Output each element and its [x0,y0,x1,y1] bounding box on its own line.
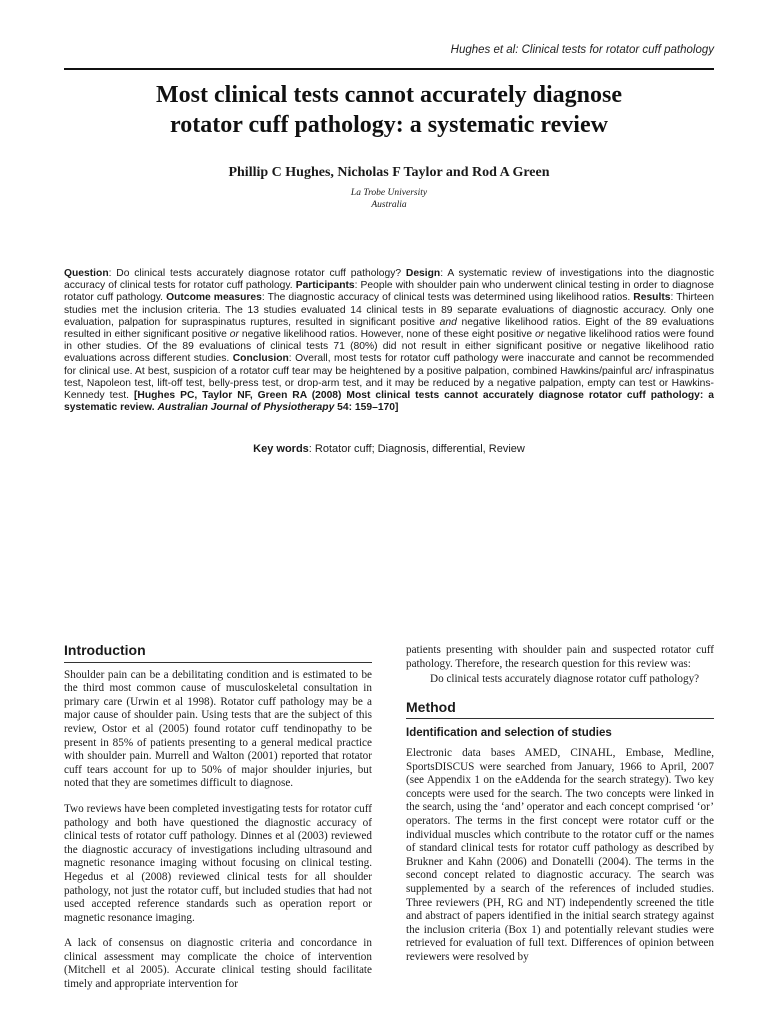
research-question: Do clinical tests accurately diagnose rotator cuff pathology? [430,673,700,686]
abstract-participants-label: Participants [295,280,355,292]
abstract-results-or-1: or [229,329,239,341]
abstract-design-label: Design [405,268,441,279]
intro-paragraph-2: Two reviews have been completed investigating tests for rotator cuff pathology and both have questioned the diagnostic accuracy of clinical tests of rotator cuff pathology. Dinnes et al (2003) reviewed the diagnostic accuracy of investigations including ultrasound and magnetic resonance imaging without focusing on clinical testing. Hegedus et al (2008) reviewed clinical tests for all shoulder pathology, not just the rotator cuff, but included studies that had not used accepted reference standards such as operation report or magnetic resonance imaging. [64,802,372,924]
intro-paragraph-1: Shoulder pain can be a debilitating condition and is estimated to be the third most common cause of musculoskeletal consultation in primary care (Urwin et al 1998). Rotator cuff pathology may be a major cause of shoulder pain. Using tests that are the subject of this review, Ostor et al (2005) found rotator cuff tendinopathy to be present in 85% of patients presenting to a general medical practice with shoulder pain. Murrell and Walton (2001) reported that rotator cuff tears account for up to 50% of major shoulder injuries, but noted that they are sometimes difficult to diagnose. [64,668,372,790]
title-line-2: rotator cuff pathology: a systematic review [170,112,608,138]
abstract-conclusion-label: Conclusion [232,353,289,365]
intro-paragraph-3: A lack of consensus on diagnostic criteria and concordance in clinical assessment may complicate the choice of intervention (Mitchell et al 2005). Accurate clinical testing should facilitate timely and appropriate intervention for [64,937,372,991]
keywords-label: Key words [253,443,309,455]
affiliation [64,187,714,211]
abstract-results-or-2: or [535,329,545,341]
abstract-results-and: and [439,316,457,328]
keywords [64,443,714,455]
method-paragraph: Electronic data bases AMED, CINAHL, Embase, Medline, SportsDISCUS were searched from January, 1966 to April, 2007 (see Appendix 1 on the eAddenda for the search strategy). Two key concepts were used for the search. The two concepts were linked in the search, using the ‘and’ operator and each concept comprised ‘or’ operators. The terms in the first concept were rotator cuff or the individual muscles which contribute to the rotator cuff or the names of standard clinical tests for rotator cuff pathology as described by Brukner and Kahn (2006) and Donatelli (2004). The terms in the second concept related to diagnostic accuracy. The search was supplemented by a search of the references of included studies. Three reviewers (PH, RG and NT) independently screened the title and abstract of papers identified in the initial search strategy against the inclusion criteria (Box 1) and potentially relevant studies were retrieved for evaluation of full text. Differences of opinion between reviewers were resolved by [406,746,714,963]
column-left [64,644,372,1004]
abstract-outcome-label: Outcome measures [166,292,262,304]
keywords-list: : Rotator cuff; Diagnosis, differential, Review [308,443,525,455]
title-line-1: Most clinical tests cannot accurately diagnose [156,82,622,108]
abstract-results-d: negative likelihood ratios were found in other studies. Of the 89 evaluations of clinical tests 71 (80%) did not result in either significant positive or negative likelihood ratio evaluations across different studies. [64,329,714,365]
citation-a: [Hughes PC, Taylor NF, Green RA (2008) Most clinical tests cannot accurately diagnose rotator cuff pathology: a systematic review. [64,390,714,414]
abstract-results-b: negative likelihood ratios. Eight of the 89 evaluations resulted in either significant positive [64,316,714,341]
abstract-results-a: : Thirteen studies met the inclusion criteria. The 13 studies evaluated 14 clinical tests in 89 separate evaluations of diagnostic accuracy. Only one evaluation, palpation for supraspinatus ruptures, resulted in significant positive [64,292,714,328]
abstract-results-label: Results [633,292,671,304]
column-right [406,644,714,976]
header-rule [64,68,714,70]
introduction-heading: Introduction [64,644,372,663]
affiliation-institution: La Trobe University [350,188,428,198]
running-head: Hughes et al: Clinical tests for rotator cuff pathology [450,44,714,56]
abstract-conclusion: : Overall, most tests for rotator cuff pathology were inaccurate and cannot be recommended for clinical use. At best, suspicion of a rotator cuff tear may be heightened by a positive palpation, combined Hawkins/painful arc/ infraspinatus test, Napoleon test, lift-off test, belly-press test, or drop-arm test, and it may be reduced by a negative palpation, empty can test or Hawkins-Kennedy test. [64,353,715,402]
method-heading: Method [406,701,714,720]
abstract [64,268,714,414]
abstract-citation [64,390,714,413]
abstract-results-c: negative likelihood ratios. However, none of these eight positive [238,329,536,341]
citation-b: 54: 159–170] [334,402,399,414]
abstract-participants: : People with shoulder pain who underwent clinical testing in order to diagnose rotator cuff pathology. [64,280,714,304]
abstract-question: : Do clinical tests accurately diagnose rotator cuff pathology? [108,268,406,279]
affiliation-country: Australia [371,200,407,210]
identification-subheading: Identification and selection of studies [406,727,612,740]
authors: Phillip C Hughes, Nicholas F Taylor and Rod A Green [228,165,550,180]
citation-journal: Australian Journal of Physiotherapy [157,402,335,414]
abstract-design: : A systematic review of investigations into the diagnostic accuracy of clinical tests for rotator cuff pathology. [64,268,714,292]
paper-title [64,80,714,140]
intro-continuation: patients presenting with shoulder pain and suspected rotator cuff pathology. Therefore, the research question for this review was: [406,644,714,670]
abstract-question-label: Question [64,268,109,279]
abstract-outcome: : The diagnostic accuracy of clinical tests was determined using likelihood ratios. [261,292,634,304]
